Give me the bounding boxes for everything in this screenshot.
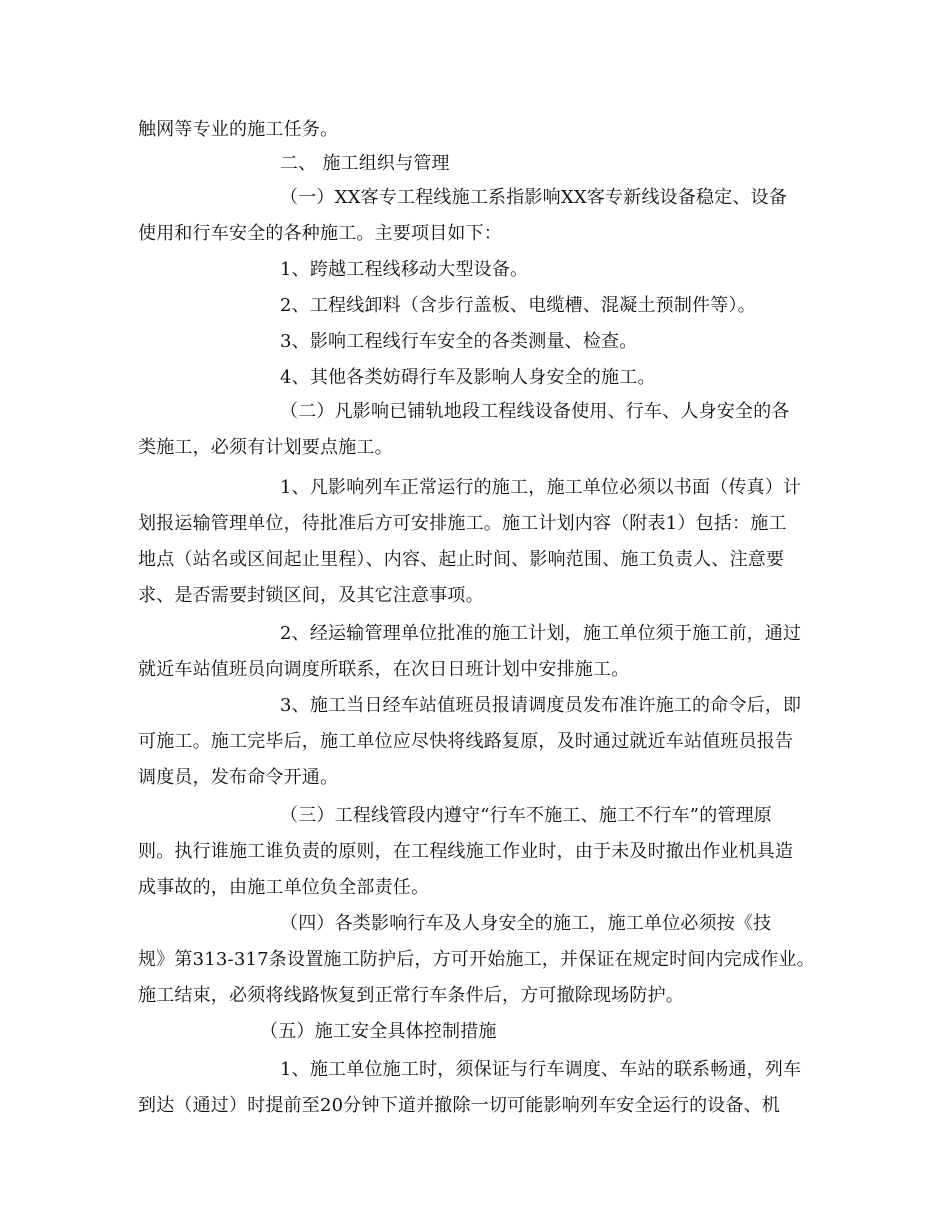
text-line: 成事故的，由施工单位负全部责任。 <box>138 877 430 898</box>
text-line: 划报运输管理单位，待批准后方可安排施工。施工计划内容（附表1）包括：施工 <box>138 513 787 534</box>
section-heading: 二、 施工组织与管理 <box>280 153 450 174</box>
text-line: 触网等专业的施工任务。 <box>138 119 339 140</box>
text-line: 2、经运输管理单位批准的施工计划，施工单位须于施工前，通过 <box>280 623 802 644</box>
text-line: 可施工。施工完毕后，施工单位应尽快将线路复原，及时通过就近车站值班员报告 <box>138 731 794 752</box>
list-item: 4、其他各类妨碍行车及影响人身安全的施工。 <box>280 367 656 388</box>
text-line: 使用和行车安全的各种施工。主要项目如下： <box>138 223 502 244</box>
text-line: 施工结束，必须将线路恢复到正常行车条件后，方可撤除现场防护。 <box>138 985 684 1006</box>
text-line: 求、是否需要封锁区间，及其它注意事项。 <box>138 585 484 606</box>
text-line: （一）XX客专工程线施工系指影响XX客专新线设备稳定、设备 <box>280 187 788 208</box>
text-line: 规》第313-317条设置施工防护后，方可开始施工，并保证在规定时间内完成作业。 <box>138 949 815 970</box>
list-item: 2、工程线卸料（含步行盖板、电缆槽、混凝土预制件等）。 <box>280 295 756 316</box>
list-item: 3、影响工程线行车安全的各类测量、检查。 <box>280 331 638 352</box>
text-line: （二）凡影响已铺轨地段工程线设备使用、行车、人身安全的各 <box>280 401 790 422</box>
text-line: （四）各类影响行车及人身安全的施工，施工单位必须按《技 <box>280 913 772 934</box>
text-line: 1、施工单位施工时，须保证与行车调度、车站的联系畅通，列车 <box>280 1059 802 1080</box>
text-line: 3、施工当日经车站值班员报请调度员发布准许施工的命令后，即 <box>280 695 802 716</box>
list-item: 1、跨越工程线移动大型设备。 <box>280 259 529 280</box>
text-line: 地点（站名或区间起止里程）、内容、起止时间、影响范围、施工负责人、注意要 <box>138 549 785 570</box>
text-line: 就近车站值班员向调度所联系，在次日日班计划中安排施工。 <box>138 659 630 680</box>
section-heading: （五）施工安全具体控制措施 <box>260 1021 497 1042</box>
text-line: 类施工，必须有计划要点施工。 <box>138 437 393 458</box>
text-line: 到达（通过）时提前至20分钟下道并撤除一切可能影响列车安全运行的设备、机 <box>138 1095 781 1116</box>
text-line: 则。执行谁施工谁负责的原则，在工程线施工作业时，由于未及时撤出作业机具造 <box>138 841 794 862</box>
text-line: 1、凡影响列车正常运行的施工，施工单位必须以书面（传真）计 <box>280 477 802 498</box>
text-line: （三）工程线管段内遵守“行车不施工、施工不行车”的管理原 <box>280 805 773 826</box>
text-line: 调度员，发布命令开通。 <box>138 767 339 788</box>
